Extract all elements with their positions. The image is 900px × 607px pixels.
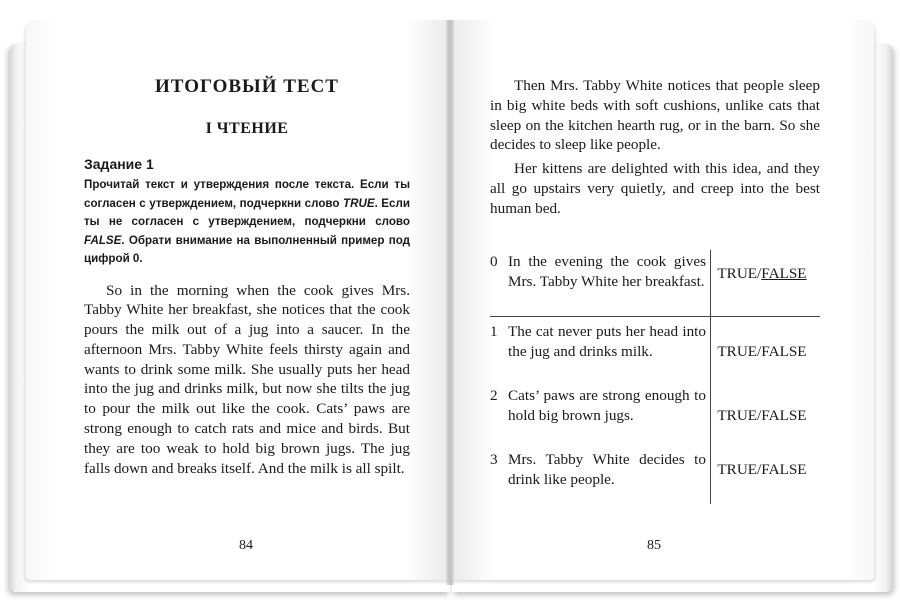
book-spine-gutter [446, 20, 454, 585]
instructions-part-3: . Обрати внимание на выполненный пример под цифрой 0. [84, 233, 410, 265]
story-text: So in the morning when the cook gives Mrs. Tabby White her breakfast, she notices that the cook pours the milk out of a jug into a saucer. In the afternoon Mrs. Tabby White feels thirsty again and wants to drink some milk. She usually puts her head into the jug and drinks milk, but now she tilts the jug to pour the milk out like the cook. Cats’ paws are strong enough to catch rats and mice and birds. But they are too weak to hold big brown jugs. The jug falls down and breaks itself. And the milk is all spilt. [84, 281, 410, 477]
statement-number: 1 [490, 323, 498, 340]
true-false-table [490, 252, 820, 490]
instructions-part-2: . Если ты не согласен с утверждением, подчеркни слово [84, 196, 410, 228]
statement-text: The cat never puts her head into the jug and drinks milk. [508, 323, 706, 360]
statement-text: Cats’ paws are strong enough to hold big brown jugs. [508, 387, 706, 424]
answer-false-underlined: FALSE [761, 265, 807, 283]
answer-choice[interactable]: TRUE/FALSE [717, 407, 807, 425]
statement-row-2 [490, 386, 820, 446]
statement-row-1 [490, 322, 820, 382]
false-keyword: FALSE [84, 233, 122, 247]
statement-text: In the evening the cook gives Mrs. Tabby White her breakfast. [508, 253, 706, 290]
statement-number: 0 [490, 253, 498, 270]
answer-choice[interactable]: TRUE/FALSE [717, 343, 807, 361]
statement-row-3 [490, 450, 820, 490]
statement-text: Mrs. Tabby White decides to drink like people. [508, 451, 706, 488]
statement-number: 2 [490, 387, 498, 404]
task-instructions [84, 176, 410, 269]
left-page [26, 20, 450, 580]
test-title: ИТОГОВЫЙ ТЕСТ [155, 76, 339, 97]
answer-true: TRUE/ [717, 265, 762, 283]
statement-number: 3 [490, 451, 498, 468]
right-page [450, 20, 874, 580]
page-number-right: 85 [647, 538, 661, 553]
section-heading: I ЧТЕНИЕ [205, 120, 289, 137]
page-number-left: 84 [239, 538, 253, 553]
answer-choice-example [706, 252, 818, 312]
story-paragraph-2: Her kittens are delighted with this idea, and they all go upstairs very quietly, and creep into the best human bed. [490, 160, 820, 217]
instructions-part-1: Прочитай текст и утверждения после текста. Если ты согласен с утверждением, подчеркни слово [84, 178, 410, 210]
table-horizontal-rule [490, 316, 820, 317]
task-label: Задание 1 [84, 156, 154, 172]
table-vertical-rule [710, 250, 711, 504]
true-keyword: TRUE [343, 196, 375, 210]
story-paragraph-1: Then Mrs. Tabby White notices that people sleep in big white beds with soft cushions, unlike cats that sleep on the kitchen hearth rug, or in the barn. So she decides to sleep like people. [490, 77, 820, 154]
statement-row-0 [490, 252, 820, 312]
answer-choice[interactable]: TRUE/FALSE [717, 461, 807, 479]
